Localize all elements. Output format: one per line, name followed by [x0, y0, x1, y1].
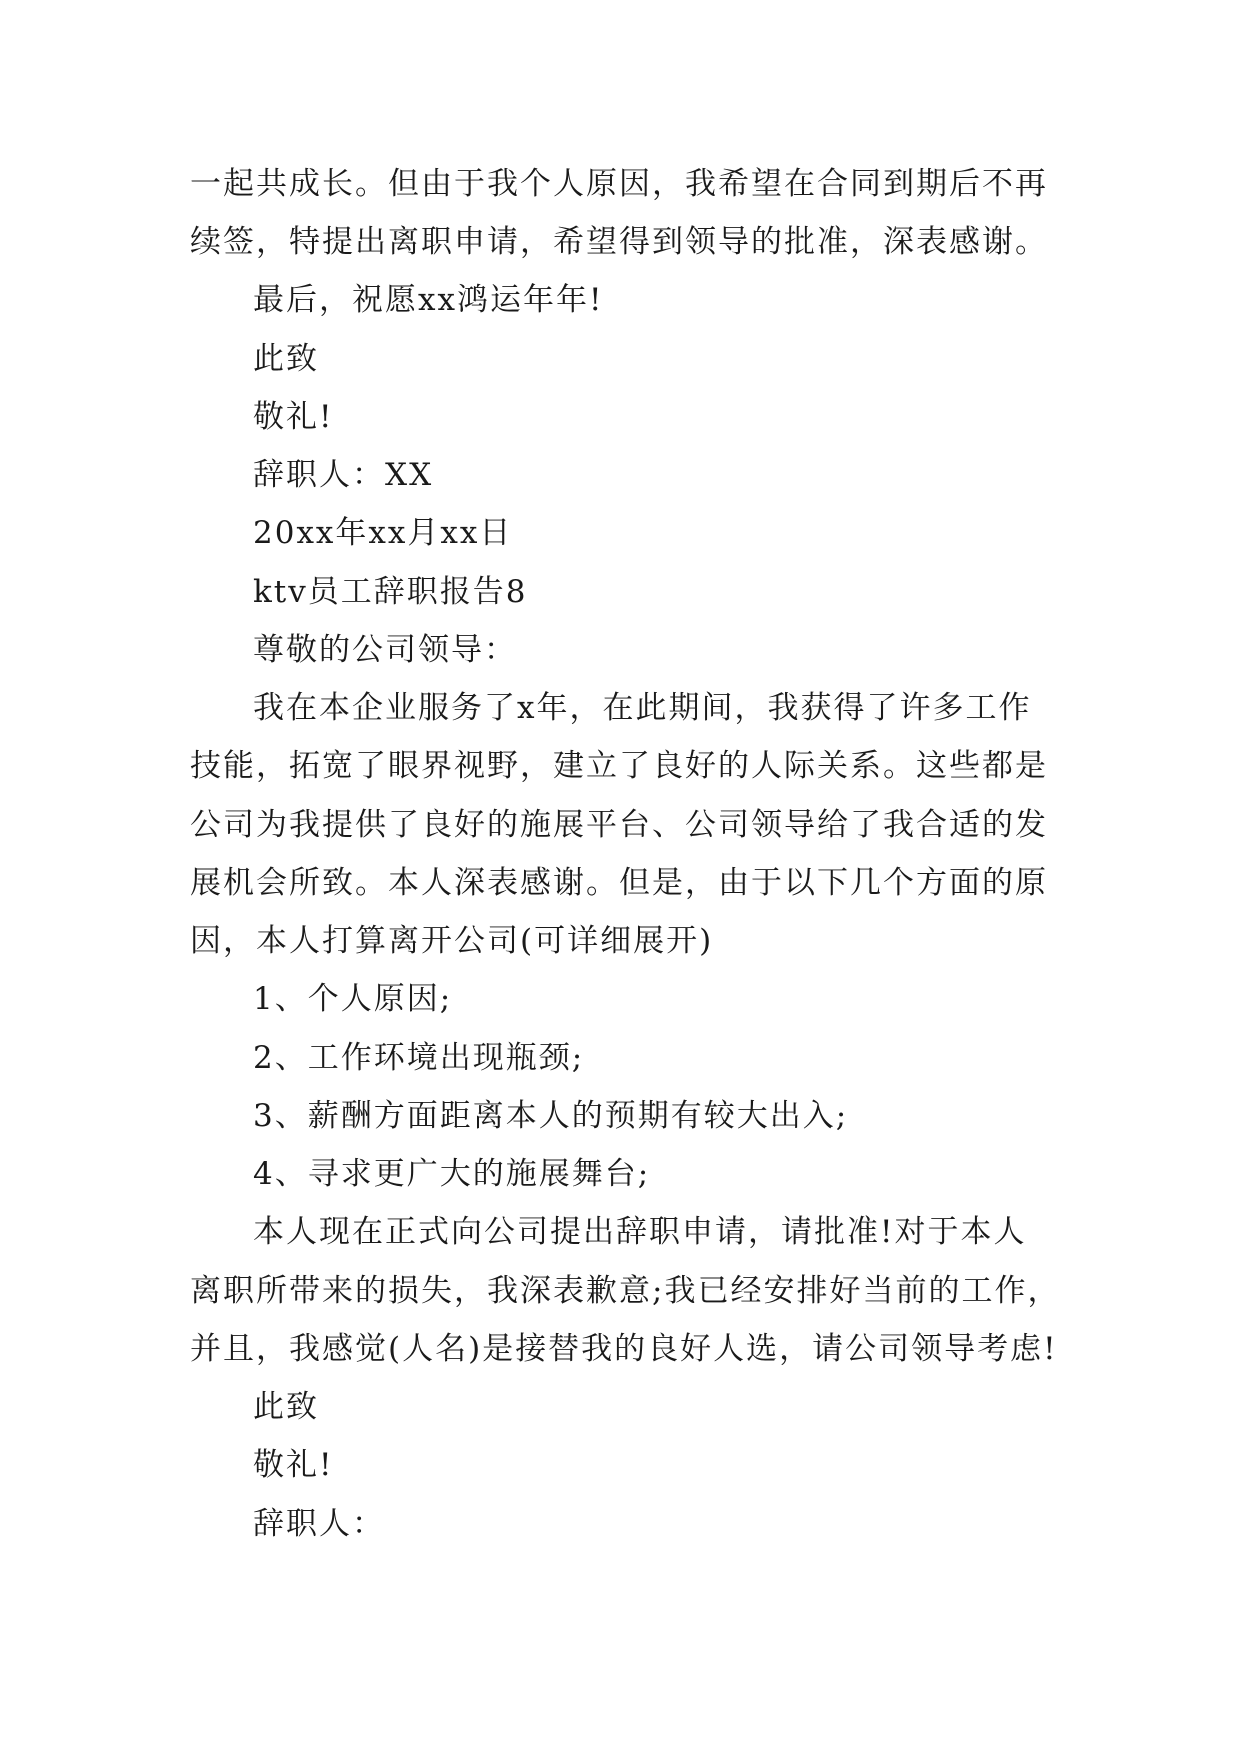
text-line: 展机会所致。本人深表感谢。但是，由于以下几个方面的原: [190, 865, 1048, 901]
text-line: 1、个人原因;: [253, 981, 453, 1017]
text-line: 本人现在正式向公司提出辞职申请，请批准!对于本人: [253, 1214, 1027, 1250]
text-line: 3、薪酬方面距离本人的预期有较大出入;: [253, 1098, 849, 1134]
text-line: 2、工作环境出现瓶颈;: [253, 1040, 585, 1076]
text-line: 20xx年xx月xx日: [253, 515, 513, 551]
text-line: 最后，祝愿xx鸿运年年!: [253, 282, 604, 318]
text-line: 4、寻求更广大的施展舞台;: [253, 1156, 651, 1192]
text-line: 此致: [253, 1389, 319, 1425]
text-line: 续签，特提出离职申请，希望得到领导的批准，深表感谢。: [190, 224, 1048, 260]
text-line: 一起共成长。但由于我个人原因，我希望在合同到期后不再: [190, 166, 1048, 202]
text-line: 辞职人：: [253, 1506, 385, 1542]
text-line: 公司为我提供了良好的施展平台、公司领导给了我合适的发: [190, 807, 1048, 843]
text-line: 我在本企业服务了x年，在此期间，我获得了许多工作: [253, 690, 1032, 726]
text-line: 并且，我感觉(人名)是接替我的良好人选，请公司领导考虑!: [190, 1331, 1058, 1367]
text-line: 离职所带来的损失，我深表歉意;我已经安排好当前的工作，: [190, 1273, 1061, 1309]
text-line: 辞职人：XX: [253, 457, 434, 493]
text-line: 技能，拓宽了眼界视野，建立了良好的人际关系。这些都是: [190, 748, 1048, 784]
text-line: 敬礼!: [253, 399, 334, 435]
text-line: 因，本人打算离开公司(可详细展开): [190, 923, 714, 959]
text-line: 尊敬的公司领导：: [253, 632, 517, 668]
text-line: ktv员工辞职报告8: [253, 574, 528, 610]
text-line: 敬礼!: [253, 1447, 334, 1483]
text-line: 此致: [253, 341, 319, 377]
